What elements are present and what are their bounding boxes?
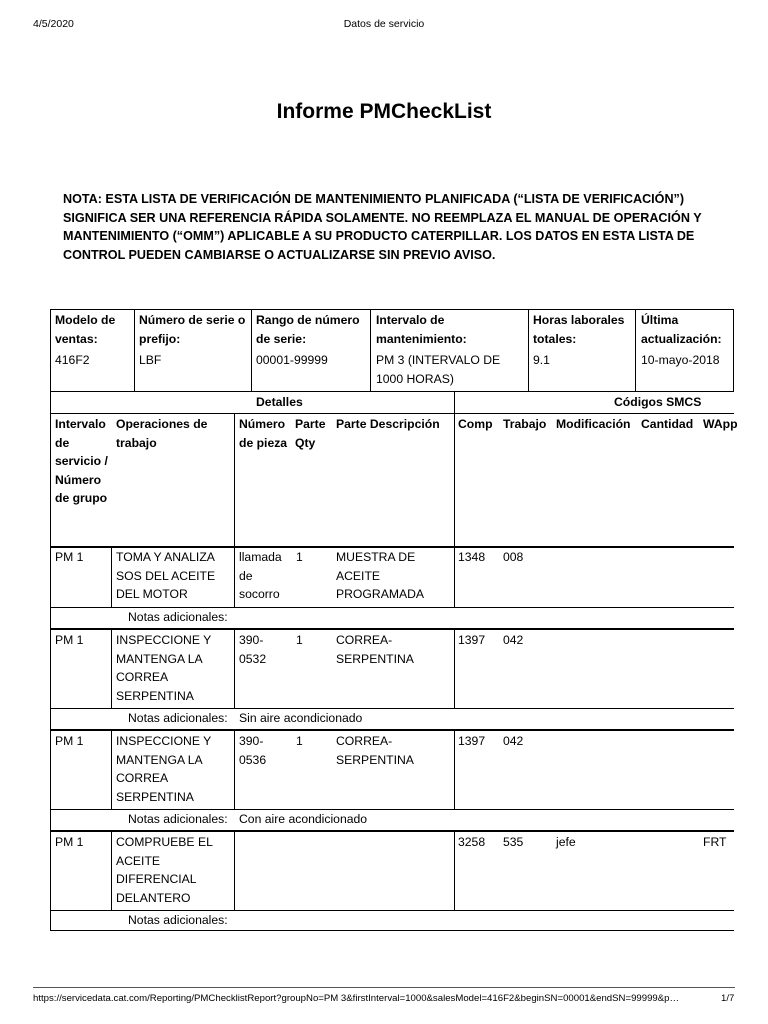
column-header-numero-pieza: Número de pieza: [239, 417, 288, 450]
section-codigos-smcs: Códigos SMCS: [614, 395, 702, 409]
footer-url: https://servicedata.cat.com/Reporting/PMChecklistReport?groupNo=PM 3&firstInterval=1000&salesModel=416F2&beginSN=00001&endSN=99999&p…: [33, 993, 680, 1004]
row-comp: 1397: [458, 734, 486, 748]
print-page-title: Datos de servicio: [343, 18, 425, 30]
row-trabajo: 042: [503, 734, 524, 748]
horas-label: Horas laborales totales:: [533, 313, 625, 346]
column-header-operaciones: Operaciones de trabajo: [116, 417, 208, 450]
row-intervalo: PM 1: [55, 633, 84, 647]
row-comp: 1348: [458, 550, 486, 564]
horas-value: 9.1: [533, 353, 550, 367]
row-numero-pieza: 390-0532: [239, 633, 267, 666]
section-detalles: Detalles: [256, 395, 303, 409]
column-header-modificacion: Modificación: [556, 417, 631, 431]
row-comp: 1397: [458, 633, 486, 647]
column-header-trabajo: Trabajo: [503, 417, 547, 431]
disclaimer-note: NOTA: ESTA LISTA DE VERIFICACIÓN DE MANTENIMIENTO PLANIFICADA (“LISTA DE VERIFICACIÓN”) SIGNIFICA SER UNA REFERENCIA RÁPIDA SOLAMENTE. NO REEMPLAZA EL MANUAL DE OPERACIÓN Y MANTENIMIENTO (“OMM”) APLICABLE A SU PRODUCTO CATERPILLAR. LOS DATOS EN ESTA LISTA DE CONTROL PUEDEN CAMBIARSE O ACTUALIZARSE SIN PREVIO AVISO.: [63, 192, 702, 262]
column-header-cantidad: Cantidad: [641, 417, 694, 431]
row-operacion: TOMA Y ANALIZA SOS DEL ACEITE DEL MOTOR: [116, 550, 216, 601]
row-descripcion: CORREA-SERPENTINA: [336, 734, 414, 767]
notas-value: Con aire acondicionado: [239, 812, 368, 826]
row-qty: 1: [296, 734, 303, 748]
notas-label: Notas adicionales:: [128, 913, 228, 927]
row-intervalo: PM 1: [55, 550, 84, 564]
row-numero-pieza: llamada de socorro: [239, 550, 282, 601]
column-header-wapp: WApp: [703, 417, 738, 431]
row-operacion: INSPECCIONE Y MANTENGA LA CORREA SERPENTINA: [116, 734, 212, 804]
notas-label: Notas adicionales:: [128, 711, 228, 725]
row-operacion: INSPECCIONE Y MANTENGA LA CORREA SERPENTINA: [116, 633, 212, 703]
column-header-intervalo: Intervalo de servicio / Número de grupo: [55, 417, 108, 505]
rango-label: Rango de número de serie:: [256, 313, 360, 346]
row-trabajo: 008: [503, 550, 524, 564]
footer-page-number: 1/7: [721, 993, 735, 1004]
row-intervalo: PM 1: [55, 835, 84, 849]
modelo-label: Modelo de ventas:: [55, 313, 116, 346]
column-header-parte-qty: Parte Qty: [295, 417, 326, 450]
row-descripcion: MUESTRA DE ACEITE PROGRAMADA: [336, 550, 425, 601]
report-title: Informe PMCheckList: [276, 100, 492, 123]
serie-label: Número de serie o prefijo:: [139, 313, 246, 346]
intervalo-mantenimiento-value: PM 3 (INTERVALO DE 1000 HORAS): [376, 353, 501, 386]
modelo-value: 416F2: [55, 353, 90, 367]
row-operacion: COMPRUEBE EL ACEITE DIFERENCIAL DELANTERO: [116, 835, 213, 905]
print-date: 4/5/2020: [33, 18, 74, 30]
column-header-comp: Comp: [458, 417, 493, 431]
row-qty: 1: [296, 550, 303, 564]
row-modificacion: jefe: [556, 835, 576, 849]
row-descripcion: CORREA-SERPENTINA: [336, 633, 414, 666]
notas-label: Notas adicionales:: [128, 610, 228, 624]
footer-rule: [33, 987, 735, 988]
rango-value: 00001-99999: [256, 353, 328, 367]
row-qty: 1: [296, 633, 303, 647]
row-trabajo: 042: [503, 633, 524, 647]
row-wapp: FRT: [703, 835, 727, 849]
row-comp: 3258: [458, 835, 486, 849]
row-trabajo: 535: [503, 835, 524, 849]
notas-label: Notas adicionales:: [128, 812, 228, 826]
notas-value: Sin aire acondicionado: [239, 711, 363, 725]
column-header-parte-descripcion: Parte Descripción: [336, 417, 440, 431]
ultima-value: 10-mayo-2018: [641, 353, 720, 367]
ultima-label: Última actualización:: [641, 313, 722, 346]
row-intervalo: PM 1: [55, 734, 84, 748]
serie-value: LBF: [139, 353, 162, 367]
intervalo-mantenimiento-label: Intervalo de mantenimiento:: [376, 313, 467, 346]
row-numero-pieza: 390-0536: [239, 734, 267, 767]
